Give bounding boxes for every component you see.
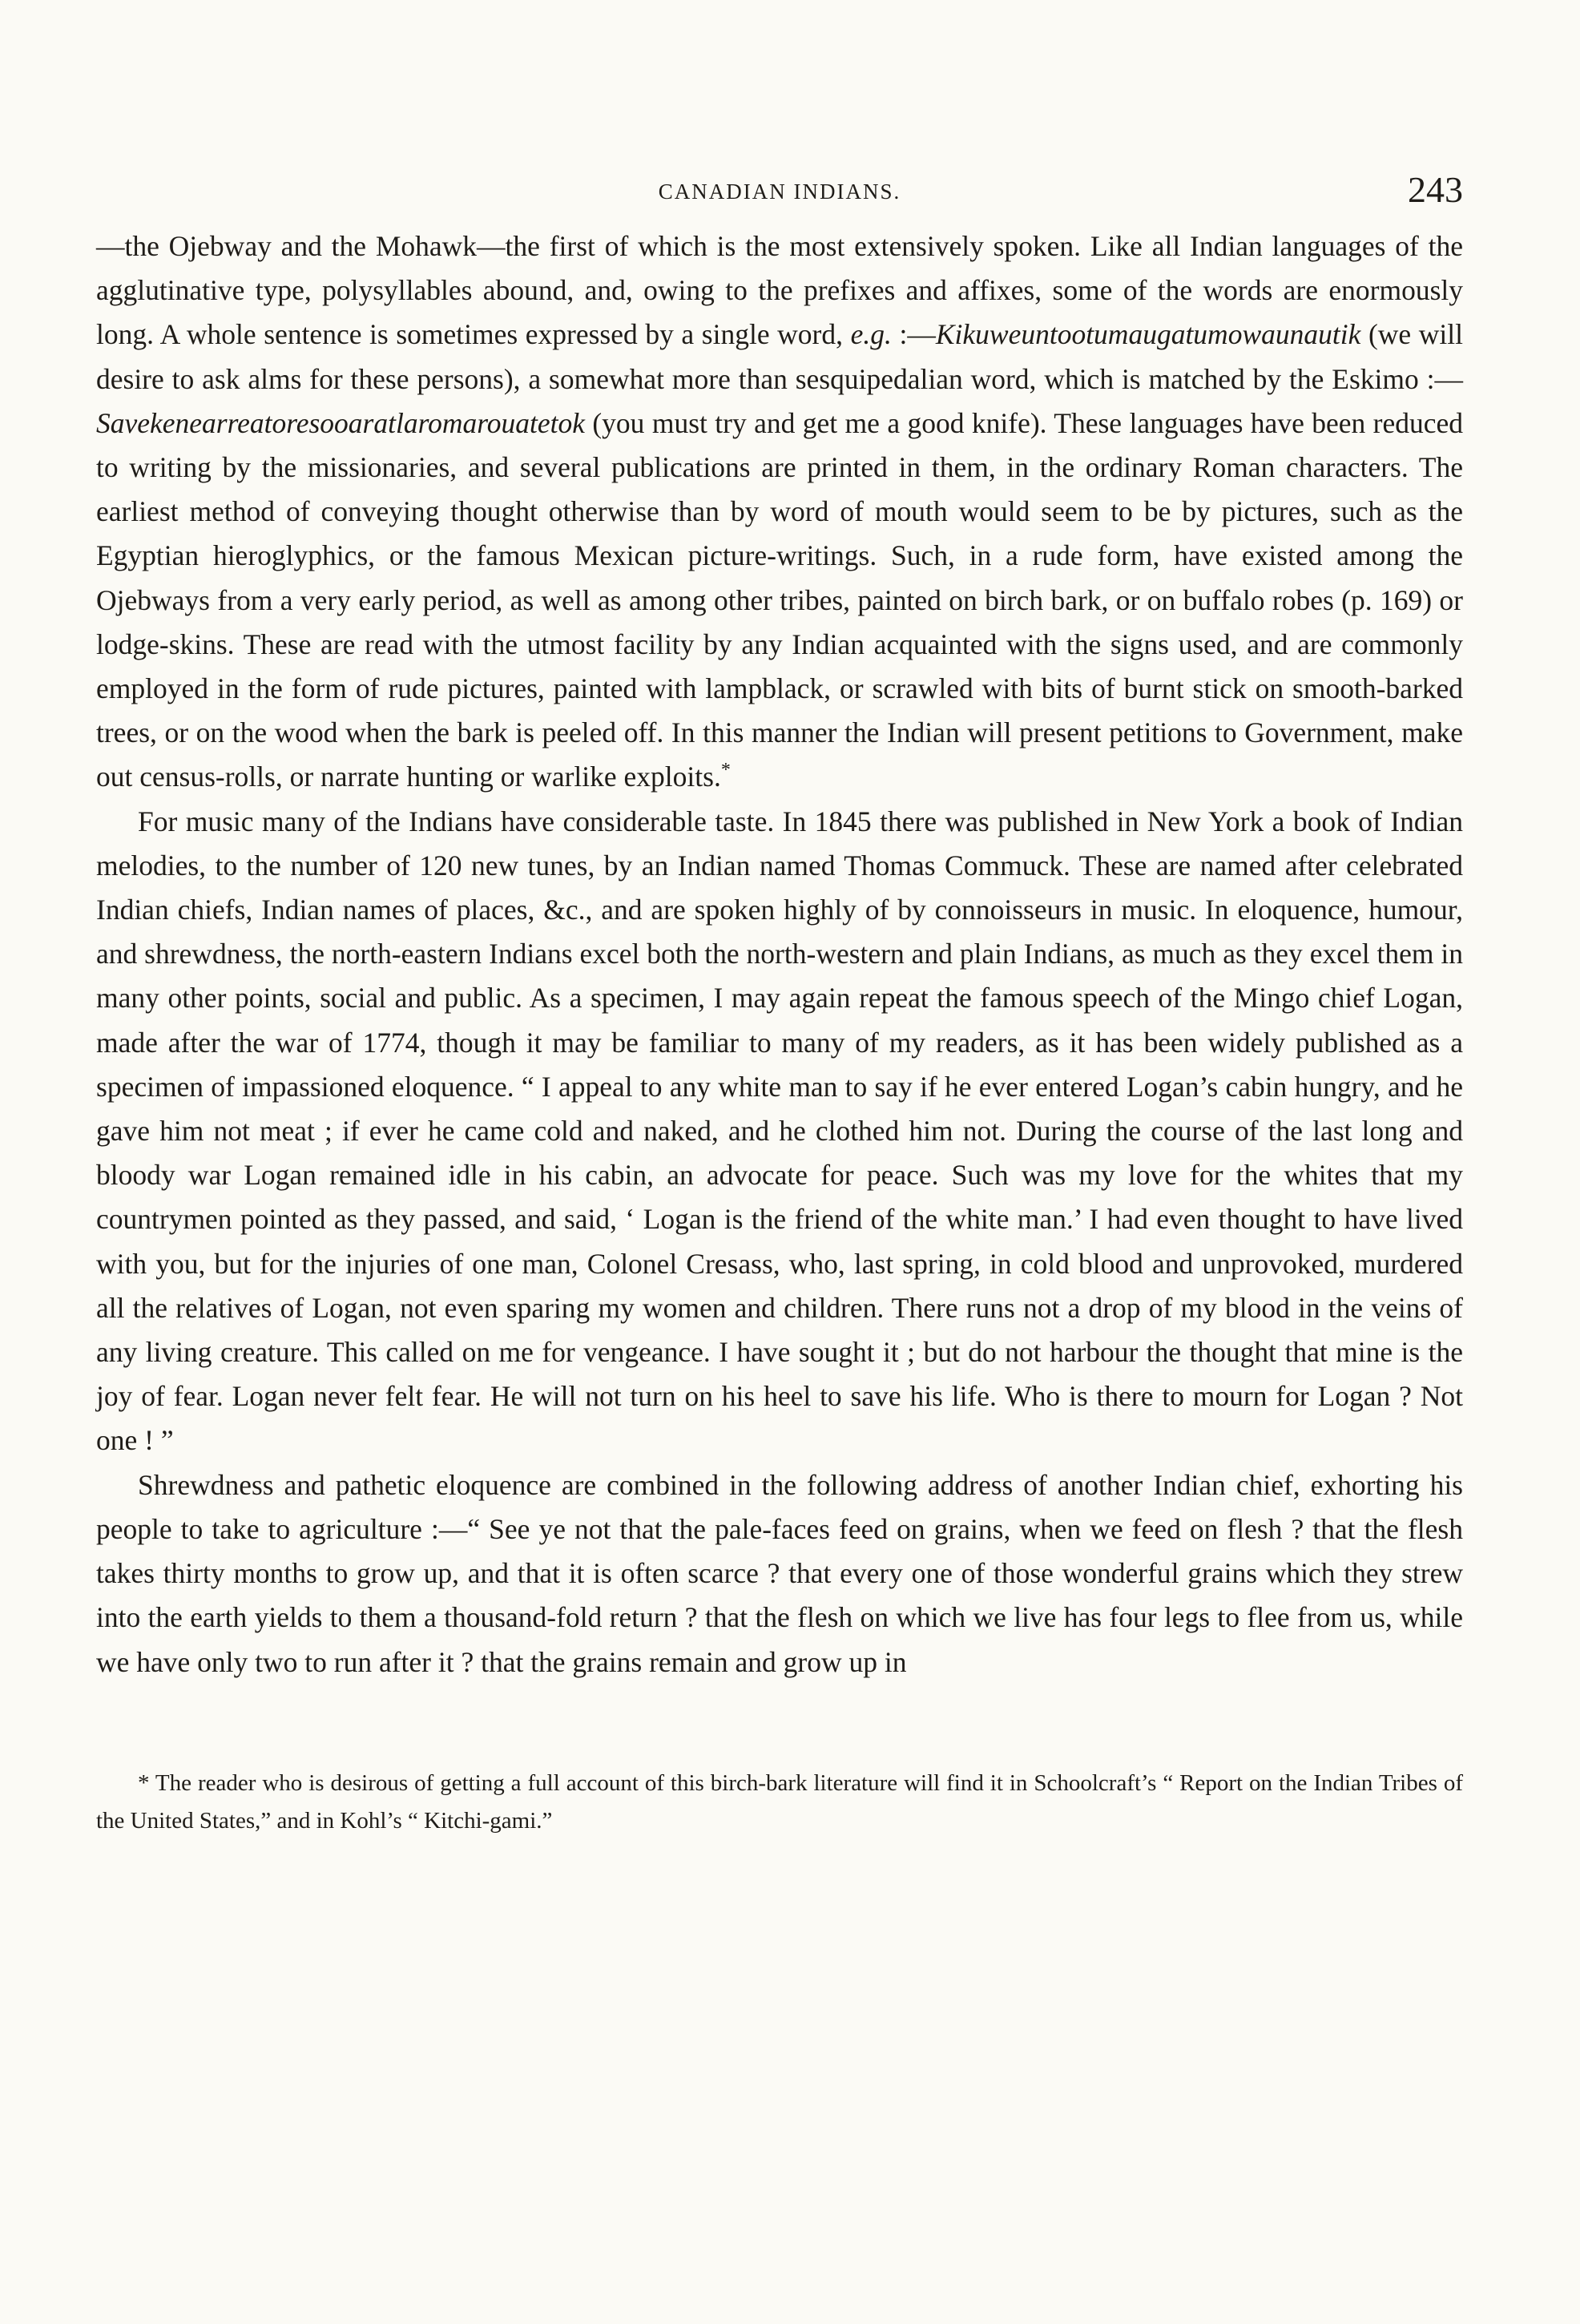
running-head (96, 168, 1463, 224)
ojebway-word: Kikuweuntootumaugatumowaunautik (935, 318, 1361, 351)
paragraph-1-text-a: —the Ojebway and the Mohawk—the first of which is the most extensively spoken. Like all Indian languages of the agglutinative type, polysyllables abound, and, owing to the prefixes and affixes, some of the words are enormously long. A whole sentence is sometimes expressed by a single word, (96, 230, 1463, 351)
footnote-marker: * (720, 760, 731, 781)
page-number: 243 (1408, 169, 1463, 210)
paragraph-3: Shrewdness and pathetic eloquence are combined in the following address of another Indian chief, exhorting his people to take to agriculture :—“ See ye not that the pale-faces feed on grains, when we feed on flesh ? that the flesh takes thirty months to grow up, and that it is often scarce ? that every one of those wonderful grains which they strew into the earth yields to them a thousand-fold return ? that the flesh on which we live has four legs to flee from us, while we have only two to run after it ? that the grains remain and grow up in (96, 1468, 1463, 1678)
paragraph-1-text-b: :— (891, 318, 936, 351)
paragraph-1-text-c: (we will desire to ask alms for these persons), a somewhat more than sesquipedalian word, which is matched by the Eskimo :— (96, 318, 1463, 395)
footnote: * The reader who is desirous of getting a full account of this birch-bark literature will find it in Schoolcraft’s “ Report on the Indian Tribes of the United States,” and in Kohl’s “ Kitchi-gami.” (96, 1769, 1463, 1834)
book-page (96, 168, 1463, 1863)
running-title: CANADIAN INDIANS. (658, 180, 901, 204)
paragraph-2: For music many of the Indians have considerable taste. In 1845 there was published in New York a book of Indian melodies, to the number of 120 new tunes, by an Indian named Thomas Commuck. These are named after celebrated Indian chiefs, Indian names of places, &c., and are spoken highly of by connoisseurs in music. In eloquence, humour, and shrewdness, the north-eastern Indians excel both the north-western and plain Indians, as much as they excel them in many other points, social and public. As a specimen, I may again repeat the famous speech of the Mingo chief Logan, made after the war of 1774, though it may be familiar to many of my readers, as it has been widely published as a specimen of impassioned eloquence. “ I appeal to any white man to say if he ever entered Logan’s cabin hungry, and he gave him not meat ; if ever he came cold and naked, and he clothed him not. During the course of the last long and bloody war Logan remained idle in his cabin, an advocate for peace. Such was my love for the whites that my countrymen pointed as they passed, and said, ‘ Logan is the friend of the white man.’ I had even thought to have lived with you, but for the injuries of one man, Colonel Cresass, who, last spring, in cold blood and unprovoked, murdered all the relatives of Logan, not even sparing my women and children. There runs not a drop of my blood in the veins of any living creature. This called on me for vengeance. I have sought it ; but do not harbour the thought that mine is the joy of fear. Logan never felt fear. He will not turn on his heel to save his life. Who is there to mourn for Logan ? Not one ! ” (96, 805, 1463, 1457)
paragraph-1-text-d: (you must try and get me a good knife). These languages have been reduced to writing by the missionaries, and several publications are printed in them, in the ordinary Roman characters. The earliest method of conveying thought otherwise than by word of mouth would seem to be by pictures, such as the Egyptian hieroglyphics, or the famous Mexican picture-writings. Such, in a rude form, have existed among the Ojebways from a very early period, as well as among other tribes, painted on birch bark, or on buffalo robes (p. 169) or lodge-skins. These are read with the utmost facility by any Indian acquainted with the signs used, and are commonly employed in the form of rude pictures, painted with lampblack, or scrawled with bits of burnt stick on smooth-barked trees, or on the wood when the bark is peeled off. In this manner the Indian will present petitions to Government, make out census-rolls, or narrate hunting or warlike exploits. (96, 406, 1463, 793)
paragraph-1 (96, 224, 1463, 800)
body-text (96, 224, 1463, 1684)
eskimo-word: Savekenearreatoresooaratlaromarouatetok (96, 406, 585, 439)
eg-abbreviation: e.g. (850, 318, 892, 351)
